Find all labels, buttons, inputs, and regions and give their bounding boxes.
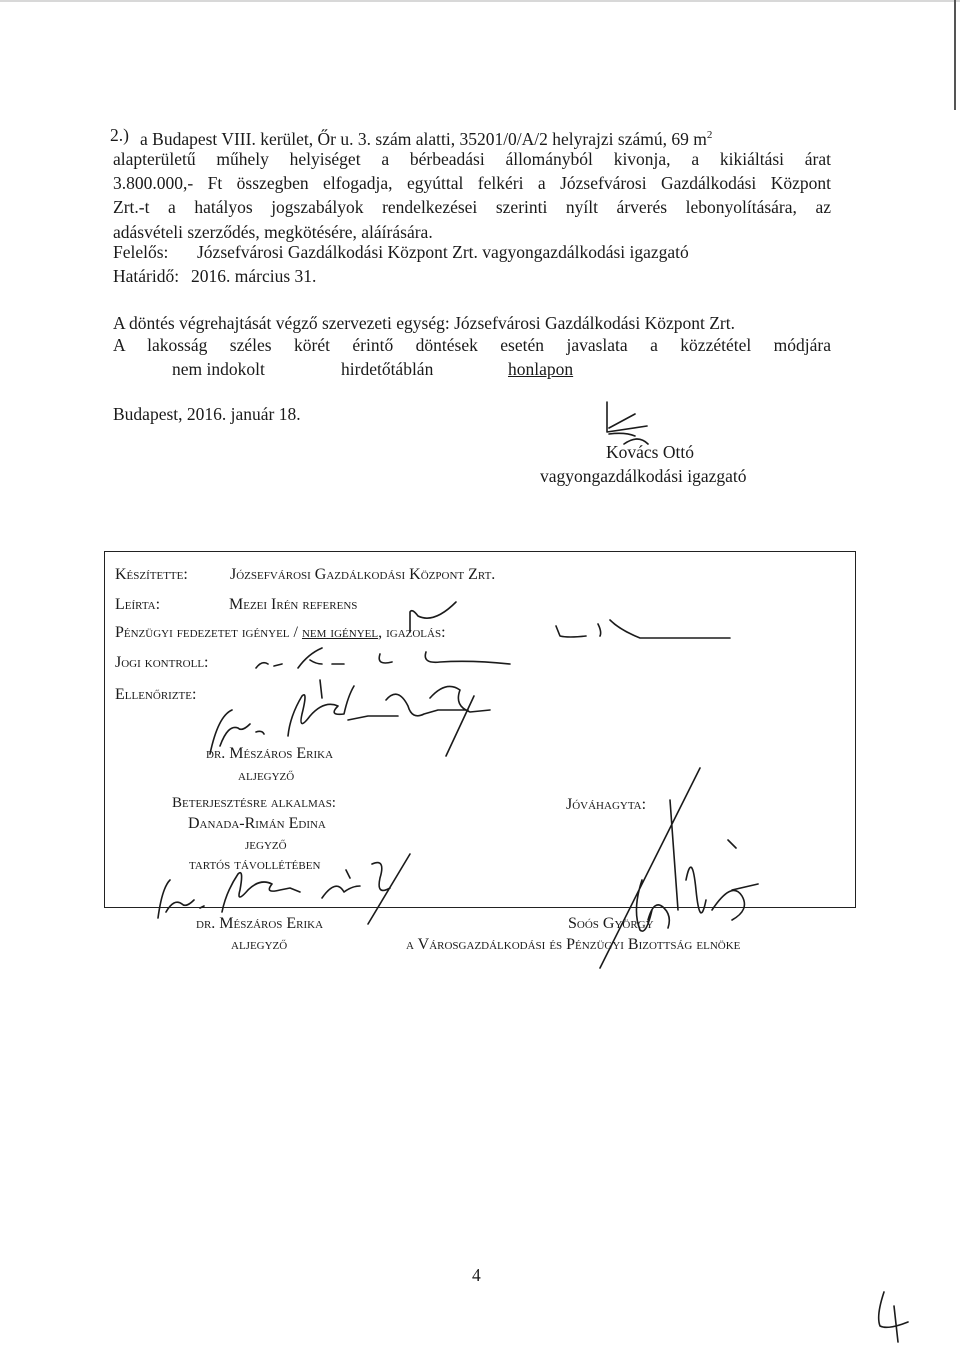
approver-title: a Városgazdálkodási és Pénzügyi Bizottság elnöke bbox=[406, 936, 741, 953]
approver-name: Soós György bbox=[568, 915, 654, 932]
signer-title: vagyongazdálkodási igazgató bbox=[540, 466, 747, 486]
slash-checked-by bbox=[440, 692, 480, 762]
scan-edge-top bbox=[0, 0, 960, 2]
executing-unit: A döntés végrehajtását végző szervezeti egység: Józsefvárosi Gazdálkodási Központ Zrt. bbox=[113, 313, 736, 333]
written-by-value: Mezei Irén referens bbox=[229, 596, 358, 613]
scan-edge-right bbox=[954, 0, 956, 110]
item-line-2: alapterületű műhely helyiséget a bérbeadási állományból kivonja, a kikiáltási árat bbox=[113, 149, 831, 169]
submission-label: Beterjesztésre alkalmas: bbox=[172, 795, 336, 811]
place-date: Budapest, 2016. január 18. bbox=[113, 404, 301, 424]
submitter-status: tartós távollétében bbox=[189, 856, 321, 873]
handwritten-page-number bbox=[868, 1286, 918, 1346]
item-line-3: 3.800.000,- Ft összegben elfogadja, egyúttal felkéri a Józsefvárosi Gazdálkodási Központ bbox=[113, 173, 831, 194]
item-line-1: a Budapest VIII. kerület, Őr u. 3. szám alatti, 35201/0/A/2 helyrajzi számú, 69 $m^2$ bbox=[140, 128, 713, 149]
legal-control-label: Jogi kontroll: bbox=[115, 654, 209, 671]
prepared-by-label: Készítette: bbox=[115, 566, 188, 583]
submitter-name: Danada-Rimán Edina bbox=[188, 815, 326, 832]
written-by-label: Leírta: bbox=[115, 596, 161, 613]
responsible-label: Felelős: bbox=[113, 242, 169, 262]
superscript-2: 2 bbox=[706, 129, 713, 141]
responsible-value: Józsefvárosi Gazdálkodási Központ Zrt. vagyongazdálkodási igazgató bbox=[197, 242, 689, 262]
deadline-label: Határidő: bbox=[113, 266, 180, 286]
checker-title: aljegyző bbox=[238, 767, 295, 784]
finance-text: Pénzügyi fedezetet igényel / bbox=[115, 624, 302, 641]
submitter-title: jegyző bbox=[245, 836, 287, 853]
approved-label: Jóváhagyta: bbox=[566, 796, 647, 813]
publication-option-not-justified: nem indokolt bbox=[172, 359, 265, 379]
prepared-by-value: Józsefvárosi Gazdálkodási Központ Zrt. bbox=[230, 566, 496, 583]
deputy-name: dr. Mészáros Erika bbox=[196, 915, 324, 932]
item-line-5: adásvételi szerződés, megkötésére, aláírására. bbox=[113, 221, 433, 242]
checker-name: dr. Mészáros Erika bbox=[206, 745, 334, 762]
finance-line bbox=[115, 624, 446, 642]
deadline-value: 2016. március 31. bbox=[191, 266, 317, 286]
signature-legal-control bbox=[252, 644, 512, 674]
signature-finance bbox=[550, 616, 740, 646]
item-line-4: Zrt.-t a hatályos jogszabályok rendelkezései szerinti nyílt árverés lebonyolítására, az bbox=[113, 197, 831, 218]
signer-name: Kovács Ottó bbox=[606, 442, 694, 462]
finance-not-required: nem igényel bbox=[301, 624, 379, 641]
deputy-title: aljegyző bbox=[231, 936, 288, 953]
page-number: 4 bbox=[472, 1265, 481, 1285]
checked-by-label: Ellenőrizte: bbox=[115, 686, 197, 703]
item-paragraph-rest bbox=[113, 147, 831, 244]
publication-line: A lakosság széles körét érintő döntések esetén javaslata a közzététel módjára bbox=[113, 335, 831, 355]
publication-option-notice-board: hirdetőtáblán bbox=[341, 359, 434, 379]
publication-option-website: honlapon bbox=[508, 359, 574, 379]
item-number: 2.) bbox=[110, 125, 129, 145]
finance-tail: , igazolás: bbox=[378, 624, 446, 641]
